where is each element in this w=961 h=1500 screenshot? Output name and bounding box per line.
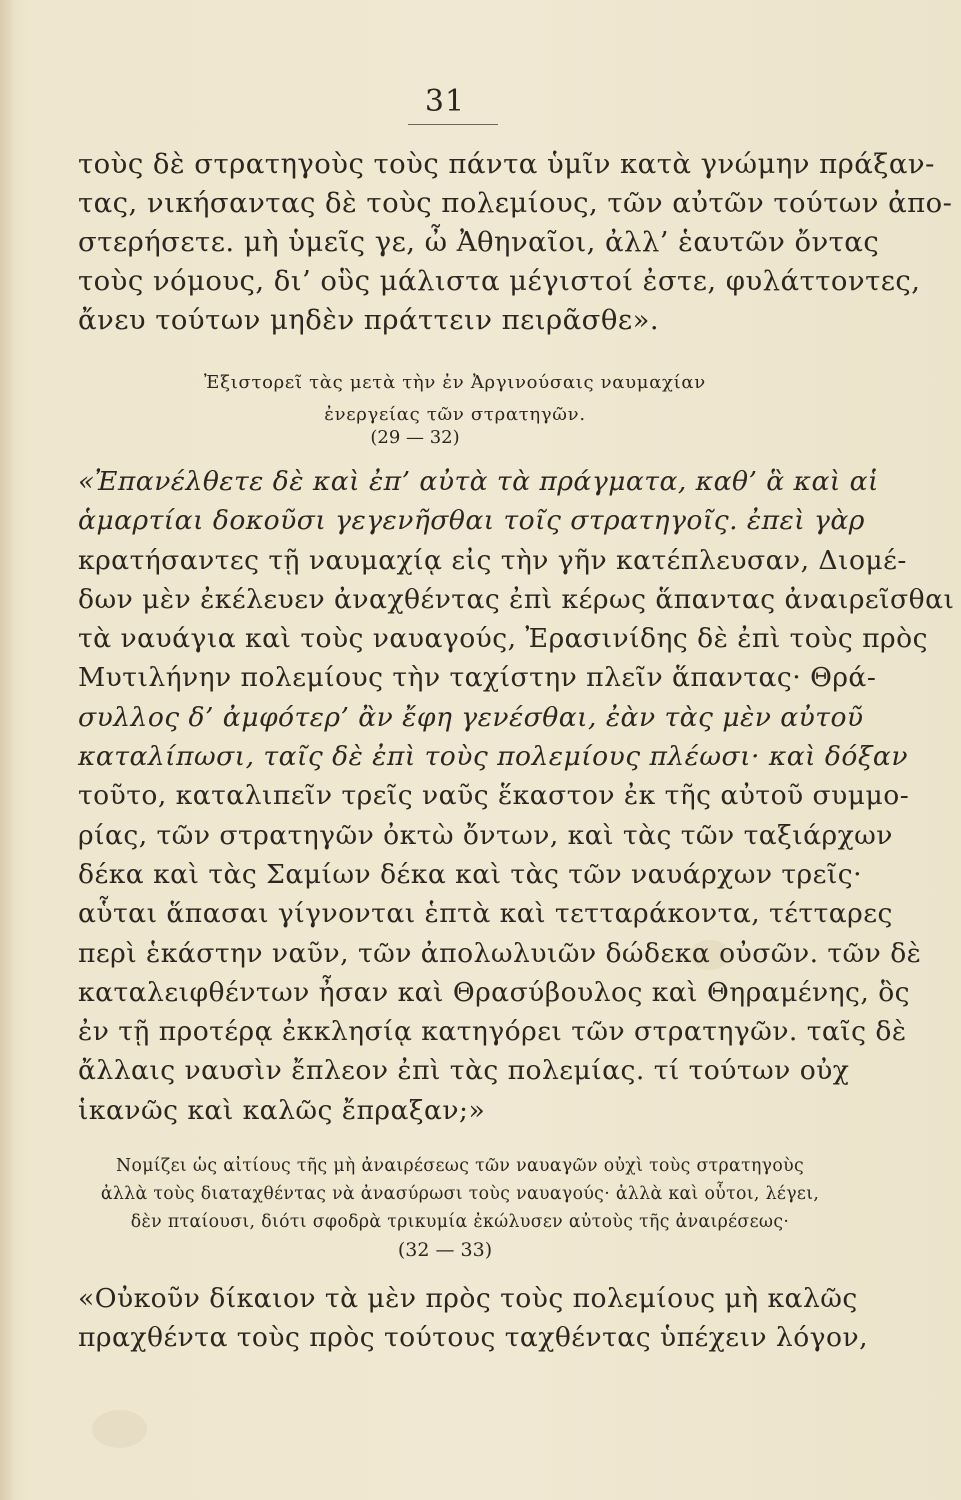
page-binding-shadow (0, 0, 14, 1500)
text-line: ρίας, τῶν στρατηγῶν ὀκτὼ ὄντων, καὶ τὰς τῶν ταξιάρχων (78, 819, 893, 851)
paragraph-3 (78, 1279, 869, 1358)
text-line: ἄνευ τούτων μηδὲν πράττειν πειρᾶσθε». (78, 304, 660, 336)
paper-stain (92, 1410, 147, 1448)
text-line: πραχθέντα τοὺς πρὸς τούτους ταχθέντας ὑπέχειν λόγον, (78, 1322, 869, 1354)
section-summary-1 (175, 367, 735, 431)
text-line: κρατήσαντες τῇ ναυμαχίᾳ εἰς τὴν γῆν κατέπλευσαν, Διομέ- (78, 544, 907, 576)
text-line: ἐν τῇ προτέρᾳ ἐκκλησίᾳ κατηγόρει τῶν στρατηγῶν. ταῖς δὲ (78, 1016, 907, 1048)
text-line: καταλειφθέντων ἦσαν καὶ Θρασύβουλος καὶ Θηραμένης, ὃς (78, 976, 911, 1008)
text-line: ἄλλαις ναυσὶν ἔπλεον ἐπὶ τὰς πολεμίας. τί τούτων οὐχ (78, 1055, 850, 1087)
text-line: περὶ ἑκάστην ναῦν, τῶν ἀπολωλυιῶν δώδεκα οὐσῶν. τῶν δὲ (78, 937, 922, 969)
header-rule (408, 124, 498, 125)
text-line: τοῦτο, καταλιπεῖν τρεῖς ναῦς ἕκαστον ἐκ τῆς αὐτοῦ συμμο- (78, 780, 910, 812)
text-line: ἁμαρτίαι δοκοῦσι γεγενῆσθαι τοῖς στρατηγοῖς. ἐπεὶ γὰρ (78, 505, 865, 537)
text-line: ἱκανῶς καὶ καλῶς ἔπραξαν;» (78, 1094, 486, 1126)
summary-line: Νομίζει ὡς αἰτίους τῆς μὴ ἀναιρέσεως τῶν ναυαγῶν οὐχὶ τοὺς στρατηγοὺς (115, 1156, 805, 1176)
text-line: στερήσετε. μὴ ὑμεῖς γε, ὦ Ἀθηναῖοι, ἀλλ’ ἑαυτῶν ὄντας (78, 226, 880, 258)
section-range-1: (29 — 32) (370, 427, 460, 448)
text-line: καταλίπωσι, ταῖς δὲ ἐπὶ τοὺς πολεμίους πλέωσι· καὶ δόξαν (78, 741, 908, 773)
summary-line: δὲν πταίουσι, διότι σφοδρὰ τρικυμία ἐκώλυσεν αὐτοὺς τῆς ἀναιρέσεως· (130, 1212, 790, 1232)
text-line: «Ἐπανέλθετε δὲ καὶ ἐπ’ αὐτὰ τὰ πράγματα, καθ’ ἃ καὶ αἱ (78, 466, 879, 497)
text-line: συλλος δ’ ἀμφότερ’ ἂν ἔφη γενέσθαι, ἐὰν τὰς μὲν αὐτοῦ (78, 701, 864, 733)
page-number: 31 (424, 84, 466, 119)
text-line: αὗται ἅπασαι γίγνονται ἑπτὰ καὶ τετταράκοντα, τέτταρες (78, 898, 893, 930)
text-line: «Οὐκοῦν δίκαιον τὰ μὲν πρὸς τοὺς πολεμίους μὴ καλῶς (78, 1283, 858, 1314)
text-line: δων μὲν ἐκέλευεν ἀναχθέντας ἐπὶ κέρως ἅπαντας ἀναιρεῖσθαι (78, 583, 955, 615)
text-line: δέκα καὶ τὰς Σαμίων δέκα καὶ τὰς τῶν ναυάρχων τρεῖς· (78, 858, 862, 890)
summary-line: ἀλλὰ τοὺς διαταχθέντας νὰ ἀνασύρωσι τοὺς ναυαγούς· ἀλλὰ καὶ οὗτοι, λέγει, (100, 1184, 820, 1204)
text-line: τὰ ναυάγια καὶ τοὺς ναυαγούς, Ἐρασινίδης δὲ ἐπὶ τοὺς πρὸς (78, 623, 928, 655)
summary-line: Ἐξιστορεῖ τὰς μετὰ τὴν ἐν Ἀργινούσαις ναυμαχίαν (204, 372, 706, 393)
section-range-2: (32 — 33) (397, 1239, 493, 1261)
paragraph-1 (78, 145, 953, 340)
section-summary-2 (90, 1152, 830, 1236)
text-line: Μυτιλήνην πολεμίους τὴν ταχίστην πλεῖν ἅπαντας· Θρά- (78, 662, 877, 694)
paragraph-2 (78, 462, 955, 1130)
text-line: τοὺς νόμους, δι’ οὓς μάλιστα μέγιστοί ἐστε, φυλάττοντες, (78, 265, 921, 297)
text-line: τοὺς δὲ στρατηγοὺς τοὺς πάντα ὑμῖν κατὰ γνώμην πράξαν- (78, 148, 935, 180)
summary-line: ἐνεργείας τῶν στρατηγῶν. (324, 404, 586, 425)
text-line: τας, νικήσαντας δὲ τοὺς πολεμίους, τῶν αὐτῶν τούτων ἀπο- (78, 187, 953, 219)
